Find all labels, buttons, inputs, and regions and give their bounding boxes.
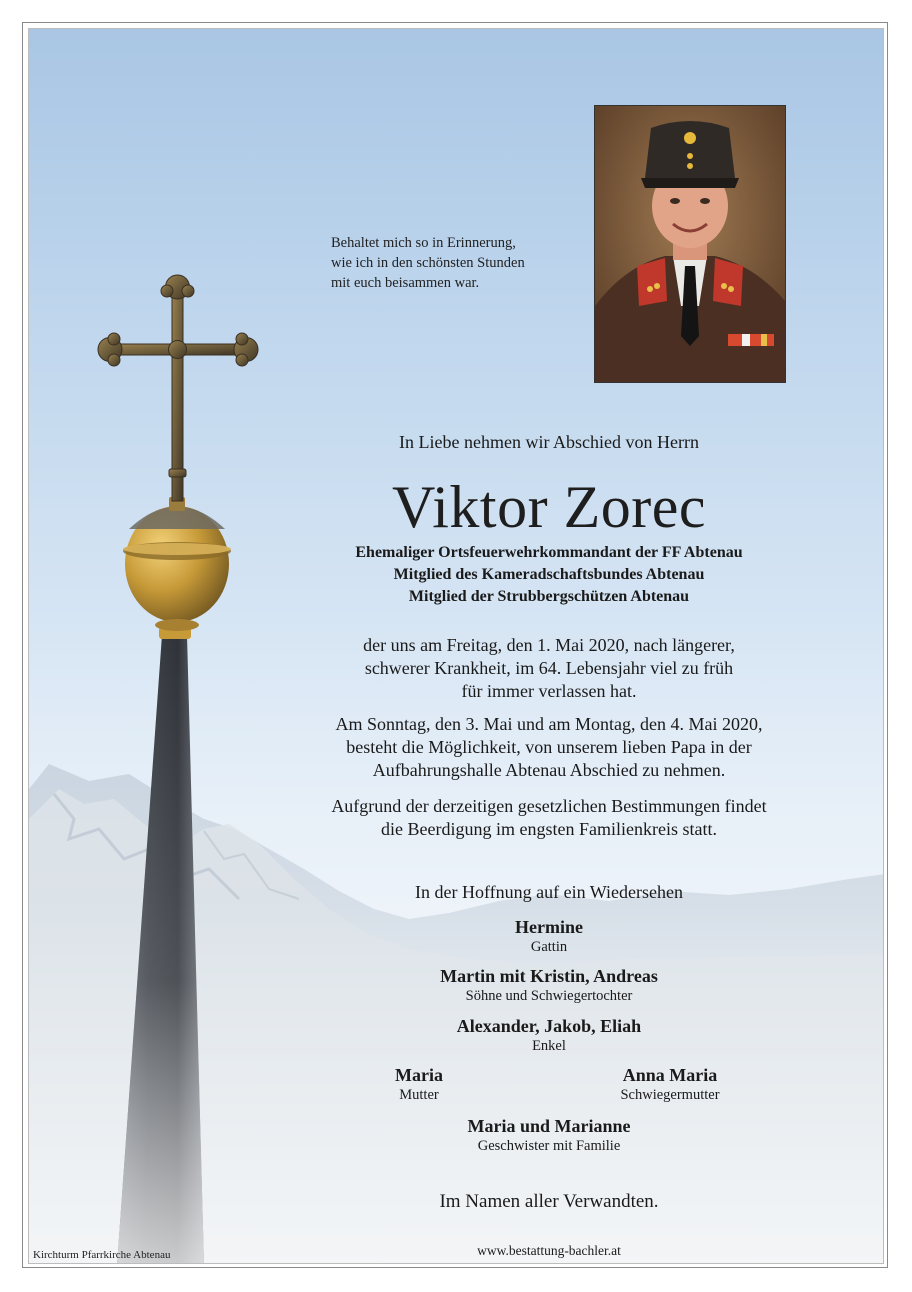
relative-name: Maria <box>395 1065 443 1085</box>
relative-entry <box>349 1116 749 1155</box>
website-link[interactable]: www.bestattung-bachler.at <box>477 1243 621 1258</box>
relative-entry <box>399 917 699 956</box>
viewing-paragraph: Am Sonntag, den 3. Mai und am Montag, den 4. Mai 2020, besteht die Möglichkeit, von unserem lieben Papa in der Aufbahrungshalle Abtenau Abschied zu nehmen. <box>335 714 763 780</box>
photo-caption: Kirchturm Pfarrkirche Abtenau <box>33 1249 171 1261</box>
relative-name: Martin mit Kristin, Andreas <box>440 966 658 986</box>
role-item: Mitglied des Kameradschaftsbundes Abtenau <box>393 566 705 583</box>
burial-paragraph: Aufgrund der derzeitigen gesetzlichen Bestimmungen findet die Beerdigung im engsten Familienkreis statt. <box>331 796 767 839</box>
relative-role: Mutter <box>399 1087 439 1103</box>
relative-role: Geschwister mit Familie <box>477 1138 621 1154</box>
cross <box>98 275 258 501</box>
relative-name: Anna Maria <box>622 1065 718 1085</box>
relative-entry <box>580 1065 760 1104</box>
relative-entry <box>349 1016 749 1055</box>
deceased-name: Viktor Zorec <box>392 474 706 540</box>
intro-line: In Liebe nehmen wir Abschied von Herrn <box>399 432 699 452</box>
portrait-illustration <box>595 106 785 382</box>
relative-name: Alexander, Jakob, Eliah <box>456 1016 642 1036</box>
card <box>28 28 884 1264</box>
relative-role: Schwiegermutter <box>620 1087 720 1103</box>
relative-entry <box>349 966 749 1005</box>
hope-line: In der Hoffnung auf ein Wiedersehen <box>414 882 683 902</box>
roles-list <box>299 542 799 608</box>
closing-line: Im Namen aller Verwandten. <box>439 1191 659 1212</box>
relative-role: Söhne und Schwiegertochter <box>465 988 633 1004</box>
memorial-quote: Behaltet mich so in Erinnerung, wie ich in den schönsten Stunden mit euch beisammen war. <box>331 235 525 291</box>
relative-role: Enkel <box>532 1038 566 1054</box>
relative-role: Gattin <box>530 939 568 955</box>
relative-entry <box>339 1065 499 1104</box>
death-notice-paragraph: der uns am Freitag, den 1. Mai 2020, nach längerer, schwerer Krankheit, im 64. Lebensjahr viel zu früh für immer verlassen hat. <box>363 635 735 701</box>
relative-name: Hermine <box>515 917 583 937</box>
role-item: Mitglied der Strubbergschützen Abtenau <box>408 588 690 605</box>
portrait-photo <box>594 105 786 383</box>
relative-name: Maria und Marianne <box>467 1116 631 1136</box>
role-item: Ehemaliger Ortsfeuerwehrkommandant der FF Abtenau <box>355 544 743 561</box>
